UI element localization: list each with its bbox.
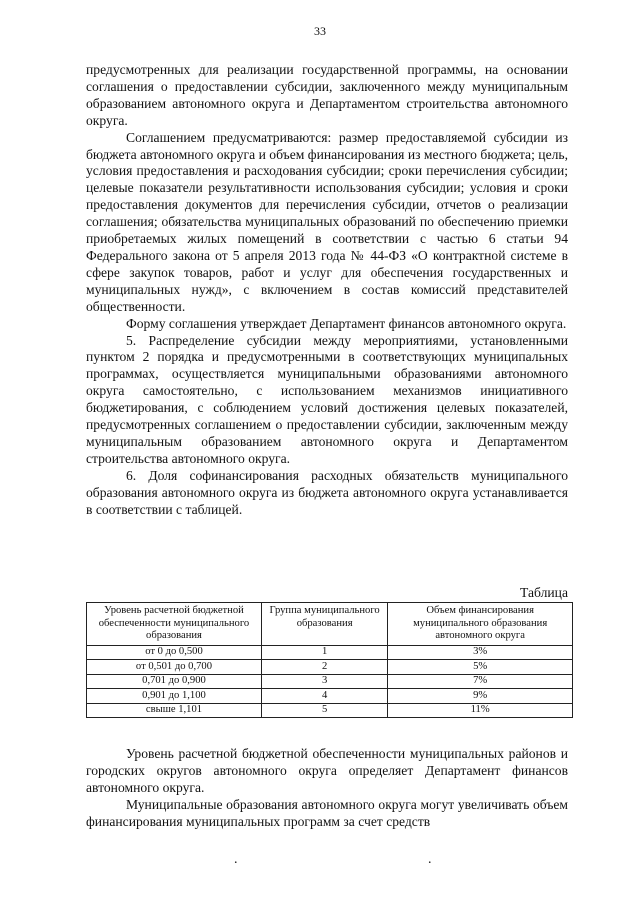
scan-speck: . (234, 852, 238, 867)
cell-financing: 5% (388, 660, 573, 675)
cell-financing: 9% (388, 689, 573, 704)
page-number: 33 (314, 24, 326, 38)
table-row (87, 689, 573, 704)
table-row (87, 703, 573, 718)
cell-group: 2 (261, 660, 387, 675)
financing-table (86, 602, 573, 718)
cell-group: 1 (261, 645, 387, 660)
cell-level: от 0 до 0,500 (87, 645, 262, 660)
paragraph: 5. Распределение субсидии между мероприятиями, установленными пунктом 2 порядка и предусмотренными в соответствующих муниципальных программах, осуществляется муниципальными образованиями автономного округа самостоятельно, с использованием механизмов инициативного бюджетирования, с соблюдением условий достижения целевых показателей, предусмотренных соглашением о предоставлении субсидии, заключенным между муниципальным образованием автономного округа и Департаментом строительства автономного округа. (86, 332, 568, 466)
cell-level: свыше 1,101 (87, 703, 262, 718)
text-block-top (86, 62, 568, 518)
paragraph: Соглашением предусматриваются: размер предоставляемой субсидии из бюджета автономного округа и объем финансирования из местного бюджета; цель, условия предоставления и расходования субсидии; сроки перечисления субсидии; целевые показатели результативности использования субсидии; условия и сроки предоставления документов для перечисления субсидии, отчетов о реализации соглашения; обязательства муниципальных образований по обеспечению приемки приобретаемых жилых помещений в соответствии с частью 6 статьи 94 Федерального закона от 5 апреля 2013 года № 44-ФЗ «О контрактной системе в сфере закупок товаров, работ и услуг для обеспечения государственных и муниципальных нужд», с включением в состав комиссий представителей общественности. (86, 129, 568, 314)
cell-level: от 0,501 до 0,700 (87, 660, 262, 675)
cell-group: 4 (261, 689, 387, 704)
paragraph: Муниципальные образования автономного округа могут увеличивать объем финансирования муниципальных программ за счет средств (86, 796, 568, 829)
scan-speck: . (428, 852, 432, 867)
header-group: Группа муниципального образования (261, 603, 387, 646)
header-level: Уровень расчетной бюджетной обеспеченности муниципального образования (87, 603, 262, 646)
header-financing: Объем финансирования муниципального образования автономного округа (388, 603, 573, 646)
paragraph: Форму соглашения утверждает Департамент финансов автономного округа. (126, 315, 567, 331)
paragraph: предусмотренных для реализации государственной программы, на основании соглашения о предоставлении субсидии, заключенного между муниципальным образованием автономного округа и Департаментом строительства автономного округа. (86, 62, 568, 128)
cell-financing: 3% (388, 645, 573, 660)
table-row (87, 660, 573, 675)
paragraph: Уровень расчетной бюджетной обеспеченности муниципальных районов и городских округов автономного округа определяет Департамент финансов автономного округа. (86, 746, 568, 795)
text-block-bottom (86, 746, 568, 831)
table-caption: Таблица (520, 585, 568, 600)
cell-level: 0,901 до 1,100 (87, 689, 262, 704)
cell-financing: 7% (388, 674, 573, 689)
table-row (87, 674, 573, 689)
table-row (87, 645, 573, 660)
paragraph: 6. Доля софинансирования расходных обязательств муниципального образования автономного округа из бюджета автономного округа устанавливается в соответствии с таблицей. (86, 467, 568, 517)
cell-group: 5 (261, 703, 387, 718)
table-header-row (87, 603, 573, 646)
cell-level: 0,701 до 0,900 (87, 674, 262, 689)
cell-financing: 11% (388, 703, 573, 718)
cell-group: 3 (261, 674, 387, 689)
